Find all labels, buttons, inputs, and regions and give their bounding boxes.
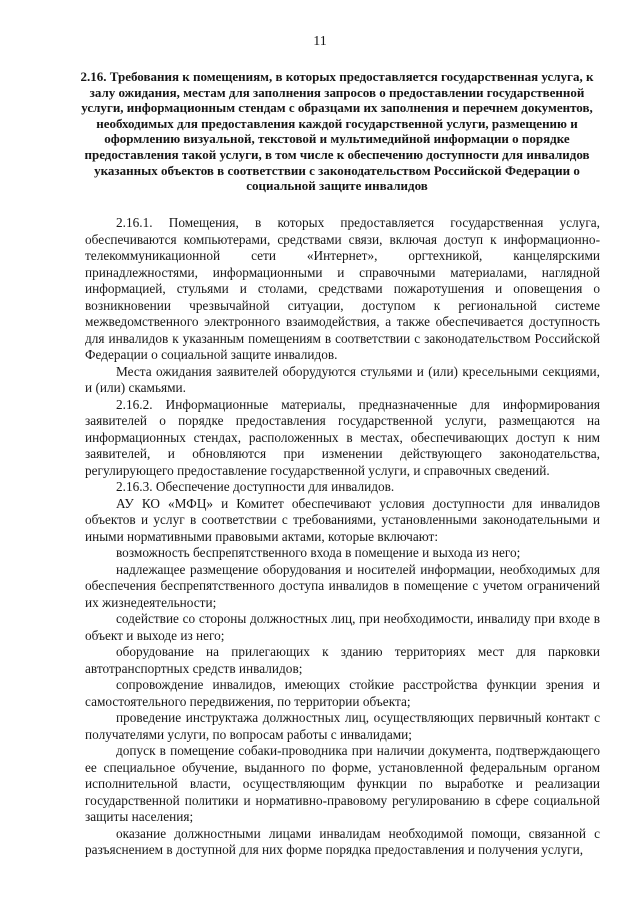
paragraph-accessibility-intro: АУ КО «МФЦ» и Комитет обеспечивают условия доступности для инвалидов объектов и услуг в соответствии с требованиями, установленными законодательными и иными нормативными правовыми актами, которые включают: [85, 495, 600, 544]
list-item-parking: оборудование на прилегающих к зданию территориях мест для парковки автотранспортных средств инвалидов; [85, 644, 600, 676]
paragraph-2-16-3: 2.16.3. Обеспечение доступности для инвалидов. [116, 479, 395, 494]
list-item-assistance-explanation: оказание должностными лицами инвалидам необходимой помощи, связанной с разъяснением в доступной для них форме порядка предоставления и получения услуги, [85, 825, 600, 857]
list-item-assistance-entry: содействие со стороны должностных лиц, при необходимости, инвалиду при входе в объект и выходе из него; [85, 611, 600, 643]
paragraph-2-16-1: 2.16.1. Помещения, в которых предоставляется государственная услуга, обеспечиваются компьютерами, средствами связи, включая доступ к информационно-телекоммуникационной сети «Интернет», оргтехникой, канцелярскими принадлежностями, информационными и справочными материалами, наглядной информацией, стульями и столами, средствами пожаротушения и оповещения о возникновении чрезвычайной ситуации, доступом к региональной системе межведомственного электронного взаимодействия, а также обеспечивается доступность для инвалидов к указанным помещениям в соответствии с законодательством Российской Федерации о социальной защите инвалидов. [85, 215, 600, 362]
document-body [85, 215, 600, 859]
paragraph-2-16-2: 2.16.2. Информационные материалы, предназначенные для информирования заявителей о порядке предоставления государственной услуги, размещаются на информационных стендах, расположенных в местах, обеспечивающих доступ к ним заявителей, и обновляются при изменении действующего законодательства, регулирующего предоставление государственной услуги, и справочных сведений. [85, 396, 600, 478]
list-item-guide-dog: допуск в помещение собаки-проводника при наличии документа, подтверждающего ее специальное обучение, выданного по форме, установленной федеральным органом исполнительной власти, осуществляющим функции по выработке и реализации государственной политики и нормативно-правовому регулированию в сфере социальной защиты населения; [85, 743, 600, 824]
list-item-entry-exit: возможность беспрепятственного входа в помещение и выхода из него; [116, 545, 521, 560]
list-item-staff-briefing: проведение инструктажа должностных лиц, осуществляющих первичный контакт с получателями услуги, по вопросам работы с инвалидами; [85, 710, 600, 742]
list-item-escort: сопровождение инвалидов, имеющих стойкие расстройства функции зрения и самостоятельного передвижения, по территории объекта; [85, 677, 600, 709]
page-number: 11 [313, 34, 327, 49]
section-heading: 2.16. Требования к помещениям, в которых предоставляется государственная услуга, к залу ожидания, местам для заполнения запросов о предоставлении государственной услуги, информационным стендам с образцами их заполнения и перечнем документов, необходимых для предоставления каждой государственной услуги, размещению и оформлению визуальной, текстовой и мультимедийной информации о порядке предоставления такой услуги, в том числе к обеспечению доступности для инвалидов указанных объектов в соответствии с законодательством Российской Федерации о социальной защите инвалидов [80, 69, 594, 194]
paragraph-waiting-places: Места ожидания заявителей оборудуются стульями и (или) кресельными секциями, и (или) скамьями. [85, 363, 600, 395]
list-item-equipment-placement: надлежащее размещение оборудования и носителей информации, необходимых для обеспечения беспрепятственного доступа инвалидов в помещение с учетом ограничений их жизнедеятельности; [85, 561, 600, 610]
